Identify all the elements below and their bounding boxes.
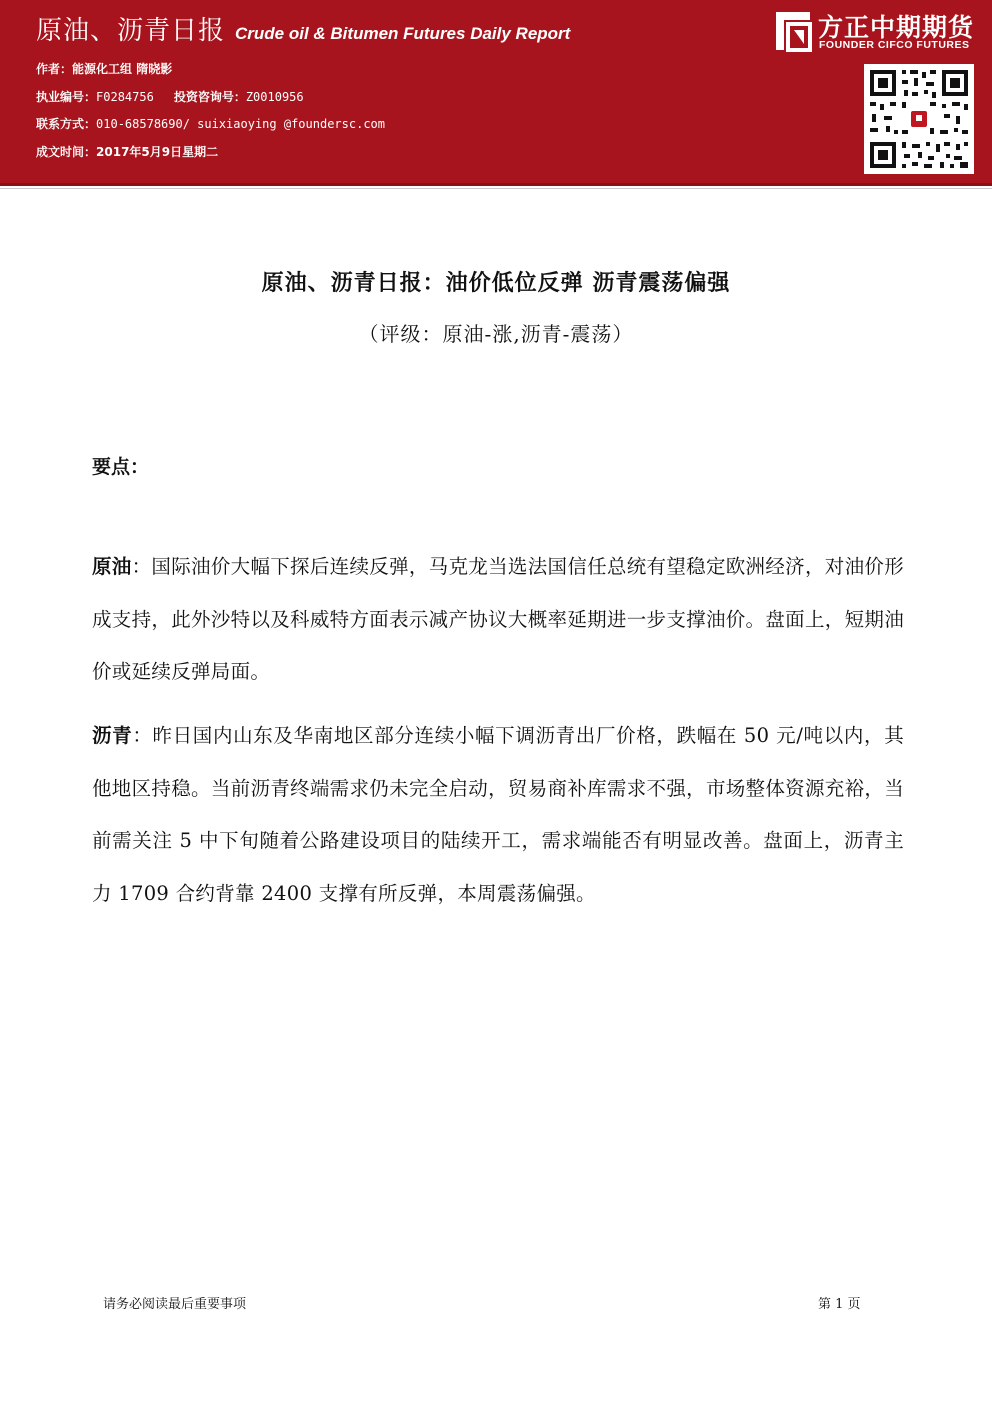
report-title-cn: 原油、沥青日报 [36,16,226,46]
document-rating: （评级：原油-涨,沥青-震荡） [358,322,634,346]
author-row [36,56,385,84]
logo-text-en: FOUNDER CIFCO FUTURES [819,39,970,51]
advisory-label: 投资咨询号： [173,89,246,104]
header-divider-thin [0,188,992,189]
report-header [0,0,992,183]
document-title: 原油、沥青日报：油价低位反弹 沥青震荡偏强 [261,271,731,296]
crude-oil-lead: 原油 [92,555,132,578]
bitumen-body: ：昨日国内山东及华南地区部分连续小幅下调沥青出厂价格，跌幅在 50 元/吨以内，其他地区持稳。当前沥青终端需求仍未完全启动，贸易商补库需求不强，市场整体资源充裕，当前需关注 5 中下旬随着公路建设项目的陆续开工，需求端能否有明显改善。盘面上，沥青主力 1709 合约背靠 2400 支撑有所反弹，本周震荡偏强。 [92,724,904,905]
crude-oil-paragraph [92,541,904,699]
qr-code[interactable] [864,64,974,174]
founder-logo [770,8,985,58]
qr-code-icon [864,64,974,174]
footer-notice: 请务必阅读最后重要事项 [103,1297,247,1312]
crude-oil-body: ：国际油价大幅下探后连续反弹，马克龙当选法国信任总统有望稳定欧洲经济，对油价形成支持，此外沙特以及科威特方面表示减产协议大概率延期进一步支撑油价。盘面上，短期油价或延续反弹局面。 [92,555,904,683]
date-label: 成文时间： [36,144,97,159]
date-value: 2017年5月9日星期二 [96,144,219,159]
bitumen-lead: 沥青 [92,724,133,747]
header-divider [0,183,992,186]
page-number: 第 1 页 [818,1297,861,1312]
advisory-value: Z0010956 [245,89,304,104]
report-title-en: Crude oil & Bitumen Futures Daily Report [235,24,571,43]
contact-value[interactable]: 010-68578690/ suixiaoying @foundersc.com [96,117,385,131]
report-title [36,10,570,47]
license-row [36,84,385,112]
contact-label: 联系方式： [36,117,97,131]
bitumen-paragraph [92,710,904,920]
founder-logo-icon [770,10,812,52]
contact-row [36,111,385,139]
author-meta [36,56,385,166]
author-label: 作者： [36,62,73,76]
license-value: F0284756 [96,89,154,104]
key-points-heading: 要点： [92,456,150,478]
author-value: 能源化工组 隋晓影 [72,62,173,76]
logo-text-cn: 方正中期期货 [818,13,975,42]
date-row [36,139,385,167]
license-label: 执业编号： [36,89,97,104]
